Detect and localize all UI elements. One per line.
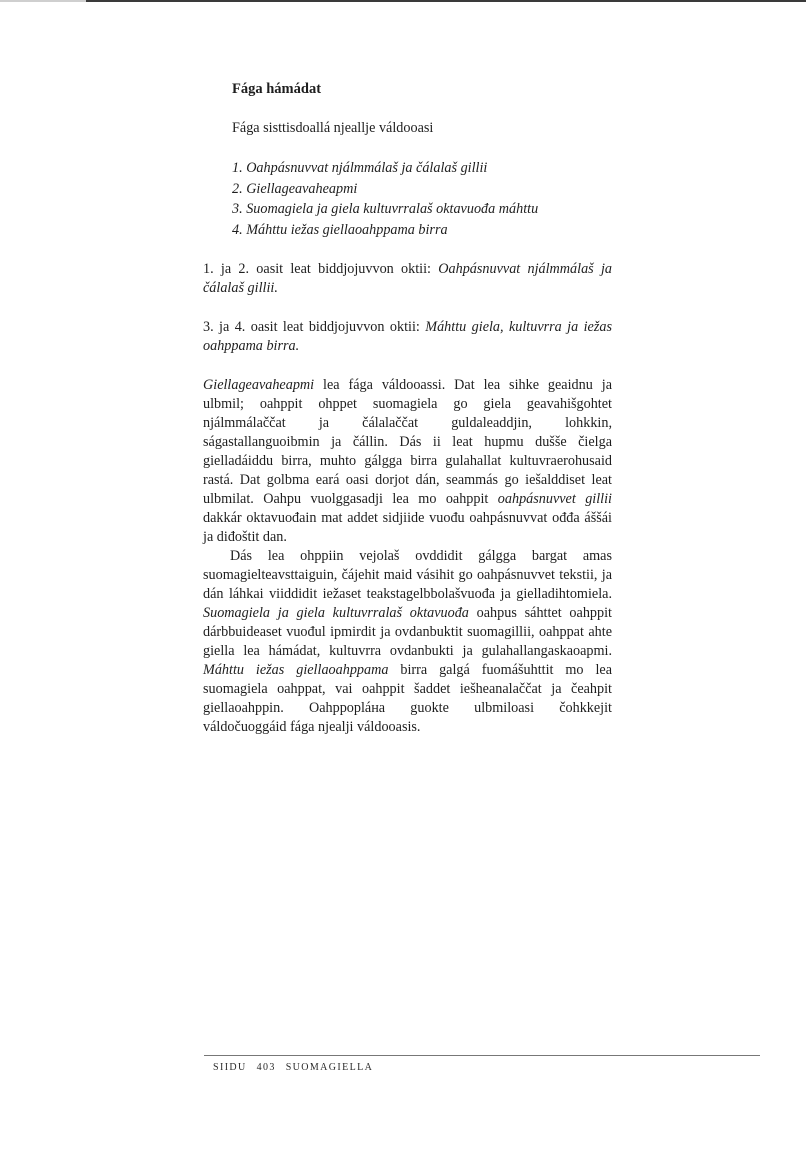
paragraph-emphasis: oahpásnuvvet gillii — [497, 491, 612, 507]
main-parts-list — [232, 158, 612, 240]
section-heading: Fága hámádat — [232, 81, 322, 97]
paragraph-parts-3-4 — [203, 318, 612, 356]
paragraph-parts-1-2 — [203, 260, 612, 298]
document-body — [203, 80, 612, 737]
footer-rule — [204, 1055, 760, 1056]
list-item: 4. Máhttu iežas giellaoahppama birra — [232, 221, 448, 238]
footer-subject: SUOMAGIELLA — [285, 1062, 374, 1073]
paragraph-text: birra galgá fuomášuhttit mo lea suomagiela oahppat, vai oahppit šaddet iešheanalaččat ja čeahpit giellaoahppin. Oahppopláна guokte ulbmiloasi čohkkejit váldočuoggáid fága njealji váldooasis. — [203, 662, 612, 735]
paragraph-text: 3. ja 4. oasit leat biddjojuvvon oktii: — [203, 319, 426, 335]
page-footer — [213, 1062, 379, 1073]
paragraph-text: dakkár oktavuođain mat addet sidjiide vuođu oahpásnuvvat ođđa áššái ja diđoštit dan. — [203, 510, 612, 545]
footer-label: SIIDU — [213, 1062, 247, 1073]
paragraph-text-skills — [203, 547, 612, 737]
intro-text: Fága sisttisdoallá njeallje váldooasi — [232, 120, 434, 136]
paragraph-emphasis: Oahpásnuvvat njálmmálaš ja čálalaš gillii. — [203, 261, 612, 296]
paragraph-text: oahpus sáhttet oahppit dárbbuideaset vuođul ipmirdit ja ovdanbuktit suomagillii, oahppat ahte giella lea hámádat, kultuvrra ovdanbukti ja gulahallangaskaoapmi. — [203, 605, 612, 659]
paragraph-emphasis: Suomagiela ja giela kultuvrralaš oktavuođa — [203, 605, 469, 621]
page-edge-shadow — [0, 0, 86, 2]
paragraph-emphasis: Máhttu iežas giellaoahppama — [203, 662, 389, 678]
paragraph-text: Dás lea ohppiin vejolaš ovddidit gálgga bargat amas suomagielteavsttaiguin, čájehit maid vásihit go oahpásnuvvet tekstii, ja dán láhkai viiddidit iežaset teakstagelbbolašvuođa ja gielladihtomiela. — [203, 548, 612, 602]
page-number: 403 — [256, 1062, 276, 1073]
paragraph-emphasis: Giellageavaheapmi — [203, 377, 315, 393]
paragraph-text: 1. ja 2. oasit leat biddjojuvvon oktii: — [203, 261, 439, 277]
list-item: 2. Giellageavaheapmi — [232, 180, 358, 197]
paragraph-emphasis: Máhttu giela, kultuvrra ja iežas oahppama birra. — [203, 319, 612, 354]
paragraph-text: lea fága váldooassi. Dat lea sihke geaidnu ja ulbmil; oahppit ohppet suomagiela go giela geavahišgohtet njálmmálaččat ja čálalaččat guldaleaddjin, lohkkin, ságastallanguoibmin ja čállin. Dás ii leat hupmu duššе čielga gielladáiddu birra, muhto gálgga birra gulahallat kultuvraerohusaid rastá. Dat golbma eará oasi dorjot dán, seammás go iešalddiset leat ulbmilat. Oahpu vuolggasadji lea mo oahppit — [203, 377, 612, 507]
list-item: 3. Suomagiela ja giela kultuvrralaš oktavuođa máhttu — [232, 201, 539, 217]
paragraph-language-use — [203, 376, 612, 547]
top-rule — [86, 0, 806, 2]
list-item: 1. Oahpásnuvvat njálmmálaš ja čálalaš gillii — [232, 160, 488, 176]
